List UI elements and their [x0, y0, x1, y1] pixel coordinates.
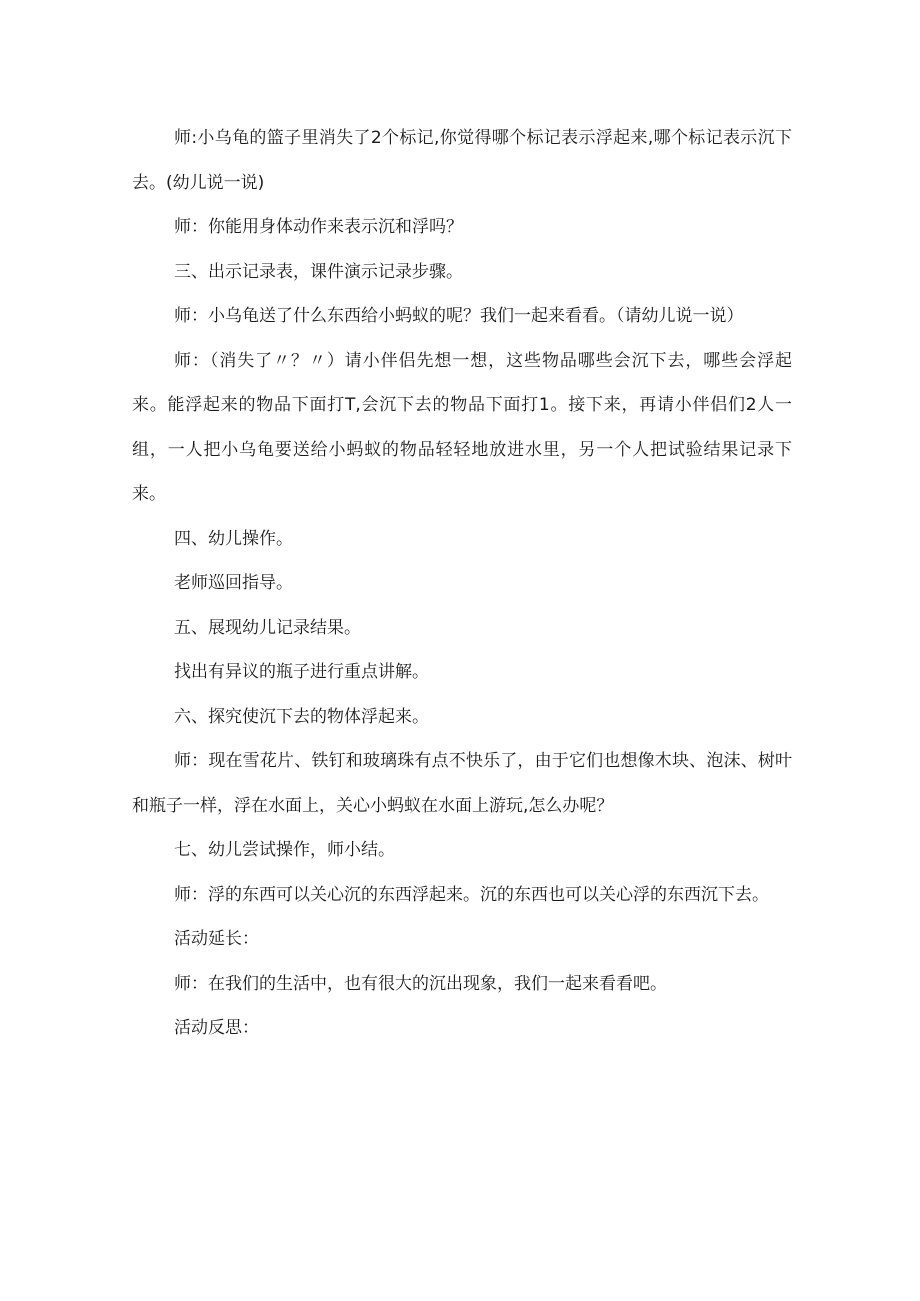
- activity-reflection-heading: 活动反思：: [174, 1018, 259, 1038]
- paragraph-1: 师:小乌龟的篮子里消失了2个标记,你觉得哪个标记表示浮起来,哪个标记表示沉下去。(幼儿说一说): [132, 128, 792, 193]
- paragraph-4: 师：小乌龟送了什么东西给小蚂蚁的呢？我们一起来看看。（请幼儿说一说）: [174, 306, 744, 326]
- paragraph-7: 老师巡回指导。: [174, 573, 293, 593]
- paragraph-15: 师：在我们的生活中，也有很大的沉出现象，我们一起来看看吧。: [174, 973, 667, 994]
- section-heading-4: 四、幼儿操作。: [174, 528, 293, 549]
- section-heading-6: 六、探究使沉下去的物体浮起来。: [174, 706, 429, 727]
- section-heading-5: 五、展现幼儿记录结果。: [174, 617, 361, 638]
- section-heading-7: 七、幼儿尝试操作，师小结。: [174, 840, 395, 860]
- paragraph-2: 师：你能用身体动作来表示沉和浮吗？: [174, 217, 463, 237]
- document-body: [132, 116, 792, 1051]
- paragraph-11: 师：现在雪花片、铁钉和玻璃珠有点不快乐了，由于它们也想像木块、泡沫、树叶和瓶子一样，浮在水面上，关心小蚂蚁在水面上游玩,怎么办呢？: [132, 751, 792, 816]
- section-heading-3: 三、出示记录表，课件演示记录步骤。: [174, 261, 463, 282]
- paragraph-13: 师：浮的东西可以关心沉的东西浮起来。沉的东西也可以关心浮的东西沉下去。: [174, 884, 769, 905]
- paragraph-5: 师：（消失了〃？〃）请小伴侣先想一想，这些物品哪些会沉下去，哪些会浮起来。能浮起来的物品下面打T,会沉下去的物品下面打1。接下来，再请小伴侣们2人一组，一人把小乌龟要送给小蚂蚁的物品轻轻地放进水里，另一个人把试验结果记录下来。: [132, 350, 792, 504]
- paragraph-9: 找出有异议的瓶子进行重点讲解。: [174, 662, 429, 682]
- activity-extension-heading: 活动延长：: [174, 929, 259, 949]
